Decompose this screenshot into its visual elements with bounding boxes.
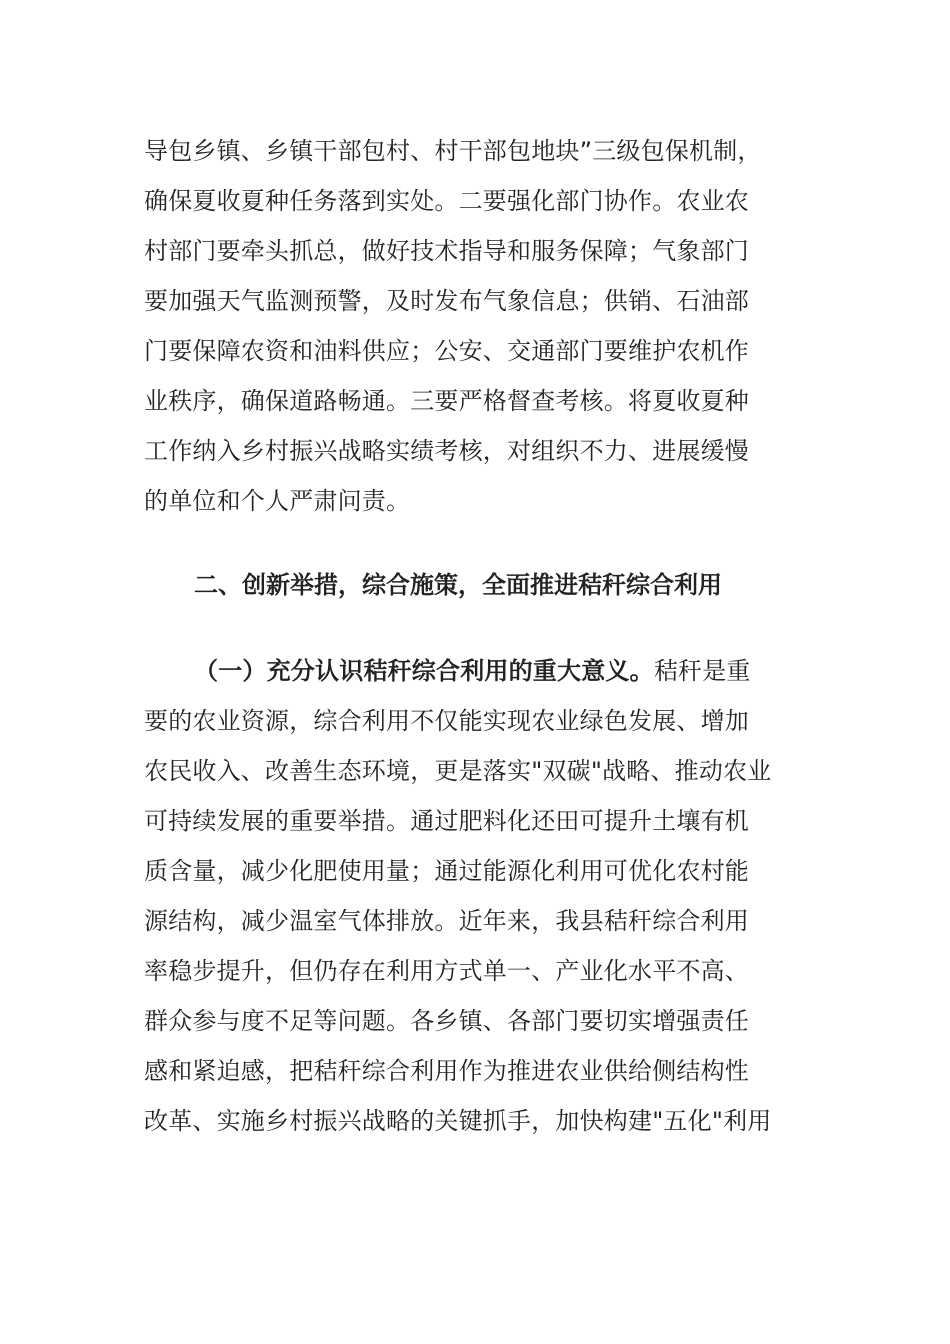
paragraph-line: 感和紧迫感，把秸秆综合利用作为推进农业供给侧结构性 xyxy=(144,1057,749,1085)
paragraph-line: 门要保障农资和油料供应；公安、交通部门要维护农机作 xyxy=(144,337,749,365)
paragraph-line: 导包乡镇、乡镇干部包村、村干部包地块”三级包保机制， xyxy=(144,137,762,165)
paragraph-line: 质含量，减少化肥使用量；通过能源化利用可优化农村能 xyxy=(144,857,749,885)
subsection-first-line xyxy=(194,654,751,688)
paragraph-line: 要的农业资源，综合利用不仅能实现农业绿色发展、增加 xyxy=(144,707,749,735)
paragraph-line: 的单位和个人严肃问责。 xyxy=(144,487,411,515)
subsection-text-start: 秸秆是重 xyxy=(653,657,751,685)
paragraph-line: 工作纳入乡村振兴战略实绩考核，对组织不力、进展缓慢 xyxy=(144,437,749,465)
paragraph-line: 改革、实施乡村振兴战略的关键抓手，加快构建"五化"利用 xyxy=(144,1107,772,1135)
paragraph-line: 可持续发展的重要举措。通过肥料化还田可提升土壤有机 xyxy=(144,807,749,835)
paragraph-line: 确保夏收夏种任务落到实处。二要强化部门协作。农业农 xyxy=(144,187,749,215)
paragraph-line: 要加强天气监测预警，及时发布气象信息；供销、石油部 xyxy=(144,287,749,315)
section-heading: 二、创新举措，综合施策，全面推进秸秆综合利用 xyxy=(194,571,722,599)
paragraph-line: 源结构，减少温室气体排放。近年来，我县秸秆综合利用 xyxy=(144,907,749,935)
paragraph-line: 群众参与度不足等问题。各乡镇、各部门要切实增强责任 xyxy=(144,1007,749,1035)
paragraph-line: 村部门要牵头抓总，做好技术指导和服务保障；气象部门 xyxy=(144,237,749,265)
paragraph-line: 率稳步提升，但仍存在利用方式单一、产业化水平不高、 xyxy=(144,957,749,985)
paragraph-line: 农民收入、改善生态环境，更是落实"双碳"战略、推动农业 xyxy=(144,757,772,785)
paragraph-line: 业秩序，确保道路畅通。三要严格督查考核。将夏收夏种 xyxy=(144,387,749,415)
subsection-title: （一）充分认识秸秆综合利用的重大意义。 xyxy=(194,657,654,685)
